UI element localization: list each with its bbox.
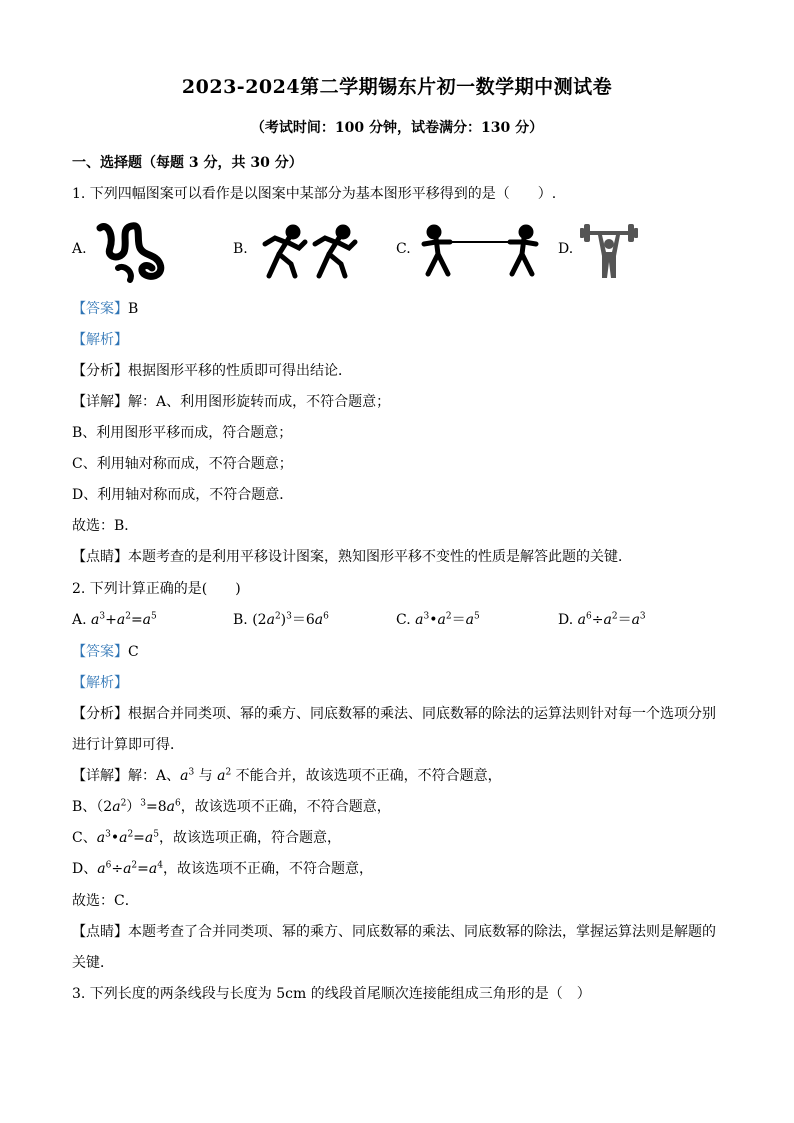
option-label: D.	[558, 241, 574, 257]
pattern-a-figure	[94, 218, 170, 284]
q2-dianjing-cont: 关键．	[72, 955, 114, 971]
xiangjie-text: 解：A、利用图形旋转而成，不符合题意；	[128, 394, 391, 410]
q2-dianjing	[72, 922, 716, 942]
answer-tag: 【答案】	[72, 644, 128, 660]
exam-info: （考试时间：100 分钟，试卷满分：130 分）	[250, 120, 544, 136]
answer-value: C	[128, 644, 139, 660]
q1-choice: 故选：B．	[72, 518, 139, 534]
dianjing-text: 本题考查的是利用平移设计图案，熟知图形平移不变性的性质是解答此题的关键．	[128, 549, 632, 565]
q2-fenxi-cont: 进行计算即可得．	[72, 737, 184, 753]
answer-tag: 【答案】	[72, 301, 128, 317]
q1-analysis-tag: 【解析】	[72, 332, 128, 348]
q2-choice: 故选：C．	[72, 893, 139, 909]
option-label: A.	[72, 241, 87, 257]
page-title: 2023-2024第二学期锡东片初一数学期中测试卷	[181, 76, 613, 98]
dianjing-tag: 【点睛】	[72, 549, 128, 565]
answer-value: B	[128, 301, 139, 317]
q2-option-d: D. $a^6\div a^2=a^3$	[558, 611, 646, 628]
option-label: C.	[396, 612, 416, 628]
pattern-b-figure	[255, 218, 365, 284]
q2-option-b: B. $(2a^2)^3=6a^6$	[233, 611, 329, 628]
option-label: B.	[233, 612, 253, 628]
dianjing-text: 本题考查了合并同类项、幂的乘方、同底数幂的乘法、同底数幂的除法，掌握运算法则是解题的	[128, 924, 716, 940]
q2-line-c: C、$a^3•a^2=a^5$，故该选项正确，符合题意，	[72, 829, 341, 846]
q2-fenxi	[72, 704, 716, 724]
q1-option-d	[558, 218, 648, 284]
xiangjie-tag: 【详解】	[72, 768, 128, 784]
q1-line-b: B、利用图形平移而成，符合题意；	[72, 425, 293, 441]
q2-line-d: D、$a^6\div a^2=a^4$，故该选项不正确，不符合题意，	[72, 860, 373, 877]
q1-stem: 1. 下列四幅图案可以看作是以图案中某部分为基本图形平移得到的是（ ）.	[72, 186, 557, 202]
option-label: B.	[233, 241, 248, 257]
xiangjie-tag: 【详解】	[72, 394, 128, 410]
q1-dianjing	[72, 547, 632, 567]
fenxi-tag: 【分析】	[72, 706, 128, 722]
q1-line-d: D、利用轴对称而成，不符合题意．	[72, 487, 294, 503]
pattern-d-figure	[580, 218, 638, 280]
q3-stem: 3. 下列长度的两条线段与长度为 5cm 的线段首尾顺次连接能组成三角形的是（ ）	[72, 986, 591, 1002]
q1-line-c: C、利用轴对称而成，不符合题意；	[72, 456, 293, 472]
q2-stem: 2. 下列计算正确的是( )	[72, 581, 241, 597]
option-label: A.	[72, 612, 92, 628]
q1-option-a	[72, 218, 182, 284]
option-label: D.	[558, 612, 578, 628]
fenxi-tag: 【分析】	[72, 363, 128, 379]
section-heading: 一、选择题（每题 3 分，共 30 分）	[72, 155, 303, 171]
pattern-c-figure	[420, 218, 540, 284]
q1-option-c	[396, 218, 546, 284]
q2-answer	[72, 642, 139, 662]
q2-option-a: A. $a^3+a^2=a^5$	[72, 611, 157, 628]
q1-fenxi	[72, 361, 352, 381]
fenxi-text: 根据图形平移的性质即可得出结论．	[128, 363, 352, 379]
q2-analysis-tag: 【解析】	[72, 675, 128, 691]
dianjing-tag: 【点睛】	[72, 924, 128, 940]
q1-option-b	[233, 218, 373, 284]
q2-line-b: B、$(2a^2)^3=8a^6$，故该选项不正确，不符合题意，	[72, 798, 391, 815]
q1-answer	[72, 299, 138, 319]
q2-xiangjie: 【详解】解：A、$a^3$ 与 $a^2$ 不能合并，故该选项不正确，不符合题意，	[72, 767, 502, 784]
q1-xiangjie	[72, 392, 390, 412]
option-label: C.	[396, 241, 411, 257]
q2-option-c: C. $a^3•a^2=a^5$	[396, 611, 480, 628]
fenxi-text: 根据合并同类项、幂的乘方、同底数幂的乘法、同底数幂的除法的运算法则针对每一个选项分别	[128, 706, 716, 722]
